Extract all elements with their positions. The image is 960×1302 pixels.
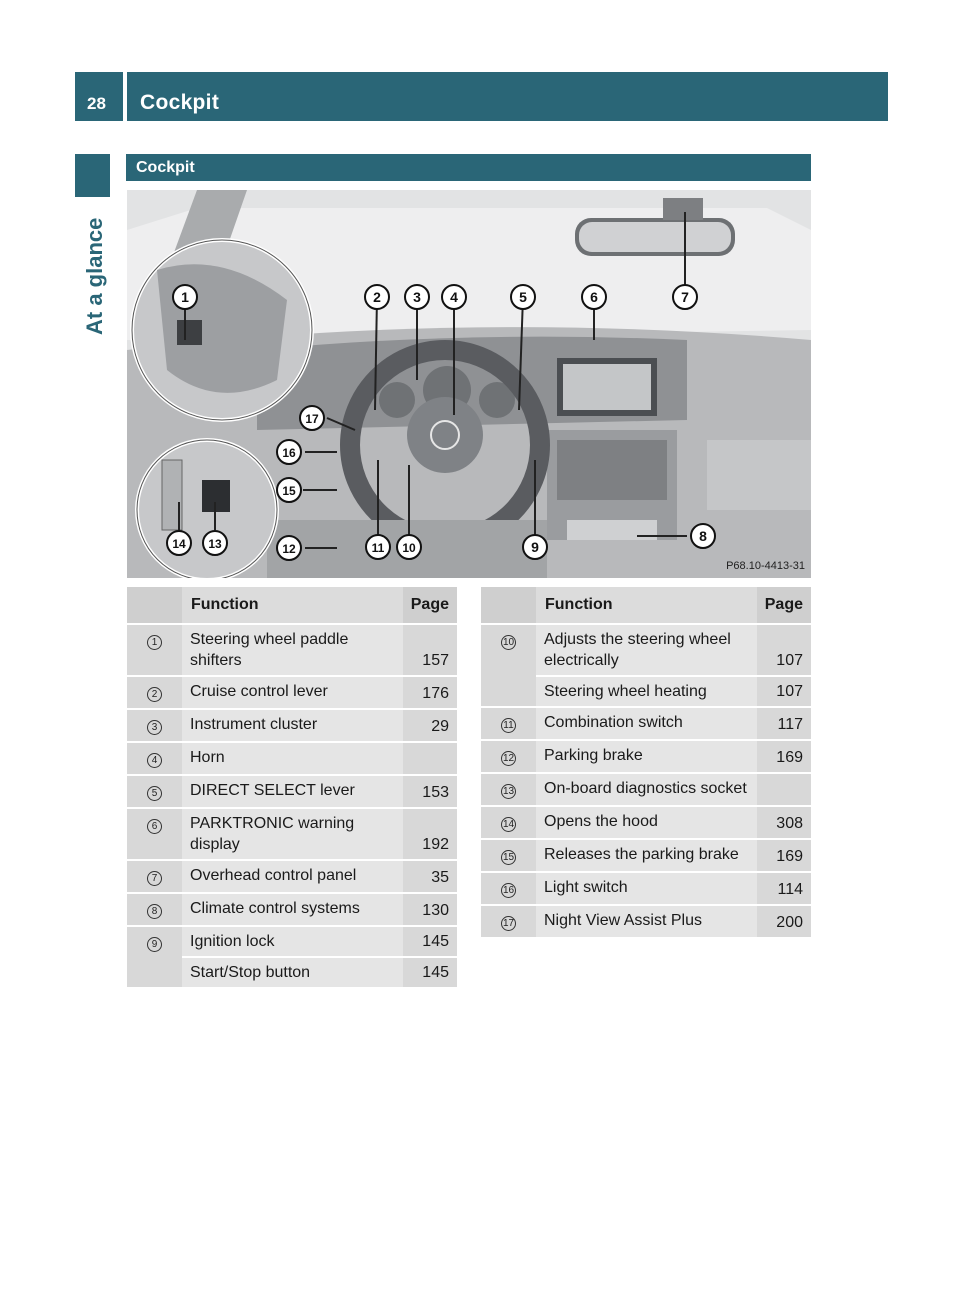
table-row xyxy=(481,774,811,805)
callout-4-label: 4 xyxy=(450,289,458,305)
page-cell xyxy=(757,774,811,805)
table-header-row xyxy=(481,587,811,623)
item-number-cell xyxy=(481,807,536,838)
callout-1-label: 1 xyxy=(181,289,189,305)
table-row xyxy=(127,743,457,774)
figure-code: P68.10-4413-31 xyxy=(726,560,805,572)
callout-2-label: 2 xyxy=(373,289,381,305)
table-row xyxy=(481,906,811,937)
item-number-badge: 6 xyxy=(147,819,162,834)
function-cell: Instrument cluster xyxy=(182,710,403,741)
item-number-badge: 11 xyxy=(501,718,516,733)
item-number-badge: 10 xyxy=(502,637,515,648)
item-number-cell xyxy=(127,861,182,892)
function-cell: Horn xyxy=(182,743,403,774)
item-number-cell xyxy=(127,677,182,708)
item-number-badge: 3 xyxy=(147,720,162,735)
callout-11-label: 11 xyxy=(371,541,385,555)
item-number-cell xyxy=(127,894,182,925)
function-cell: Climate control systems xyxy=(182,894,403,925)
callout-3-label: 3 xyxy=(413,289,421,305)
page-cell: 157 xyxy=(403,625,457,675)
page-column-header: Page xyxy=(757,587,811,623)
table-header-row xyxy=(127,587,457,623)
function-cell: On-board diagnostics socket xyxy=(536,774,757,805)
table-row xyxy=(481,625,811,675)
item-number-badge: 1 xyxy=(147,635,162,650)
item-number-cell xyxy=(127,927,182,987)
function-cell: Steering wheel heating xyxy=(536,677,757,706)
page-number: 28 xyxy=(87,94,106,113)
section-title: Cockpit xyxy=(136,159,195,176)
page-cell: 130 xyxy=(403,894,457,925)
page-cell: 176 xyxy=(403,677,457,708)
table-row xyxy=(127,776,457,807)
item-number-badge: 7 xyxy=(147,871,162,886)
page-cell xyxy=(403,743,457,774)
callout-17-label: 17 xyxy=(305,412,319,426)
callout-6-label: 6 xyxy=(590,289,598,305)
callout-13-label: 13 xyxy=(208,537,222,551)
page-cell: 169 xyxy=(757,741,811,772)
right-function-table xyxy=(481,585,811,939)
side-section-label: At a glance xyxy=(82,217,107,335)
item-number-cell xyxy=(481,840,536,871)
page-cell: 200 xyxy=(757,906,811,937)
page-cell: 114 xyxy=(757,873,811,904)
table-row xyxy=(481,807,811,838)
item-number-badge: 2 xyxy=(147,687,162,702)
number-column-header xyxy=(127,587,182,623)
callout-5-label: 5 xyxy=(519,289,527,305)
page-cell: 153 xyxy=(403,776,457,807)
function-cell: Start/Stop button xyxy=(182,958,403,987)
page-title: Cockpit xyxy=(140,91,220,114)
page-cell: 145 xyxy=(403,927,457,956)
table-row xyxy=(481,708,811,739)
function-cell: PARKTRONIC warning display xyxy=(182,809,403,859)
item-number-cell xyxy=(481,741,536,772)
page-header xyxy=(75,72,888,121)
item-number-badge: 17 xyxy=(502,918,515,929)
callout-10-label: 10 xyxy=(402,541,416,555)
item-number-badge: 13 xyxy=(502,786,515,797)
function-cell: Releases the parking brake xyxy=(536,840,757,871)
table-row xyxy=(127,927,457,956)
table-row xyxy=(127,625,457,675)
table-row xyxy=(127,809,457,859)
callout-8-label: 8 xyxy=(699,528,707,544)
table-row xyxy=(127,861,457,892)
item-number-cell xyxy=(481,625,536,706)
callout-15-label: 15 xyxy=(282,484,296,498)
item-number-cell xyxy=(127,743,182,774)
item-number-cell xyxy=(481,708,536,739)
page-cell: 308 xyxy=(757,807,811,838)
function-cell: Night View Assist Plus xyxy=(536,906,757,937)
page-cell: 192 xyxy=(403,809,457,859)
item-number-cell xyxy=(127,809,182,859)
table-row xyxy=(481,840,811,871)
function-cell: Opens the hood xyxy=(536,807,757,838)
left-function-table xyxy=(127,585,457,989)
number-column-header xyxy=(481,587,536,623)
function-column-header: Function xyxy=(536,587,757,623)
table-row xyxy=(127,710,457,741)
page-cell: 145 xyxy=(403,958,457,987)
item-number-badge: 16 xyxy=(502,885,515,896)
function-cell: Light switch xyxy=(536,873,757,904)
callout-12-label: 12 xyxy=(282,542,296,556)
function-cell: Ignition lock xyxy=(182,927,403,956)
table-row xyxy=(127,677,457,708)
item-number-badge: 9 xyxy=(147,937,162,952)
item-number-cell xyxy=(127,710,182,741)
cockpit-illustration xyxy=(127,190,811,578)
page-cell: 169 xyxy=(757,840,811,871)
page-column-header: Page xyxy=(403,587,457,623)
table-row xyxy=(481,741,811,772)
header-divider xyxy=(123,72,127,121)
item-number-cell xyxy=(127,625,182,675)
callout-7-label: 7 xyxy=(681,289,689,305)
item-number-badge: 14 xyxy=(502,819,515,830)
function-column-header: Function xyxy=(182,587,403,623)
item-number-badge: 5 xyxy=(147,786,162,801)
function-cell: Combination switch xyxy=(536,708,757,739)
item-number-badge: 15 xyxy=(502,852,515,863)
callout-14-label: 14 xyxy=(172,537,186,551)
page-cell: 35 xyxy=(403,861,457,892)
table-row xyxy=(481,873,811,904)
table-row xyxy=(127,894,457,925)
callout-9-label: 9 xyxy=(531,539,539,555)
cockpit-drawing xyxy=(127,190,811,578)
item-number-badge: 12 xyxy=(502,753,515,764)
section-heading xyxy=(126,154,811,181)
item-number-badge: 8 xyxy=(147,904,162,919)
function-cell: Adjusts the steering wheel electrically xyxy=(536,625,757,675)
page-cell: 29 xyxy=(403,710,457,741)
side-tab-marker xyxy=(75,154,110,197)
page-cell: 107 xyxy=(757,625,811,675)
function-cell: Steering wheel paddle shifters xyxy=(182,625,403,675)
item-number-cell xyxy=(481,906,536,937)
function-cell: Overhead control panel xyxy=(182,861,403,892)
page-cell: 107 xyxy=(757,677,811,706)
function-cell: Parking brake xyxy=(536,741,757,772)
item-number-cell xyxy=(127,776,182,807)
page-cell: 117 xyxy=(757,708,811,739)
item-number-badge: 4 xyxy=(147,753,162,768)
function-cell: DIRECT SELECT lever xyxy=(182,776,403,807)
item-number-cell xyxy=(481,873,536,904)
item-number-cell xyxy=(481,774,536,805)
callout-16-label: 16 xyxy=(282,446,296,460)
function-cell: Cruise control lever xyxy=(182,677,403,708)
